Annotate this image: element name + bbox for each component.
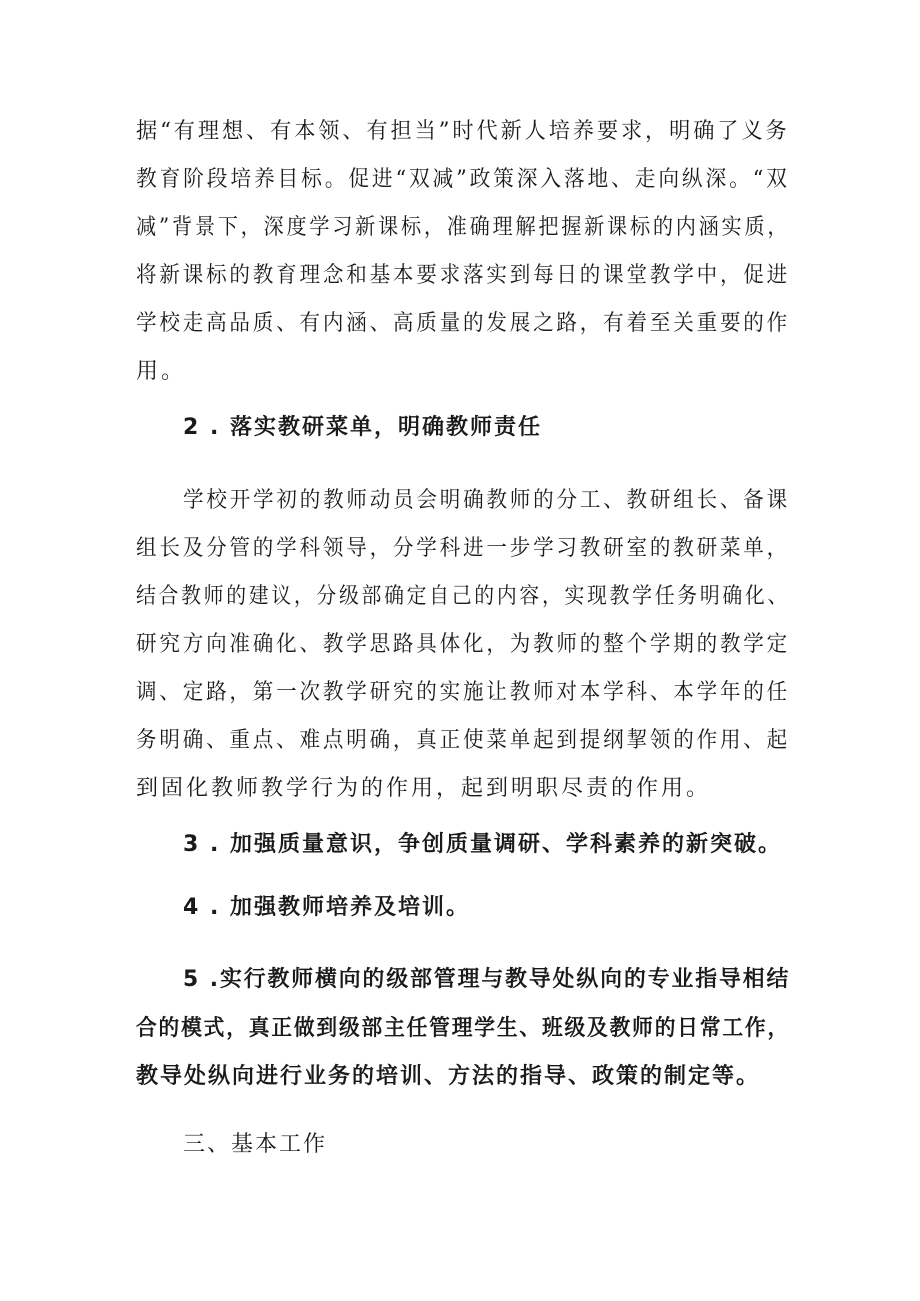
- para2-line-2: 组长及分管的学科领导，分学科进一步学习教研室的教研菜单，: [136, 536, 791, 561]
- para1-line-6: 用。: [136, 359, 187, 384]
- heading-3: 3 . 加强质量意识，争创质量调研、学科素养的新突破。: [183, 832, 782, 857]
- para1-line-3: 减”背景下，深度学习新课标，准确理解把握新课标的内涵实质，: [136, 215, 791, 240]
- para2-line-3: 结合教师的建议，分级部确定自己的内容，实现教学任务明确化、: [136, 584, 791, 609]
- item5-line-1: 5 .实行教师横向的级部管理与教导处纵向的专业指导相结: [183, 967, 791, 992]
- para2-line-5: 调、定路，第一次教学研究的实施让教师对本学科、本学年的任: [136, 680, 791, 705]
- item5-line-2: 合的模式，真正做到级部主任管理学生、班级及教师的日常工作，: [136, 1016, 791, 1041]
- para2-line-7: 到固化教师教学行为的作用，起到明职尽责的作用。: [136, 776, 712, 801]
- heading-4: 4 . 加强教师培养及培训。: [183, 895, 470, 920]
- para1-line-1: 据“有理想、有本领、有担当”时代新人培养要求，明确了义务: [136, 119, 790, 144]
- para1-line-2: 教育阶段培养目标。促进“双减”政策深入落地、走向纵深。“双: [136, 167, 790, 192]
- para2-line-1: 学校开学初的教师动员会明确教师的分工、教研组长、备课: [183, 488, 790, 513]
- para1-line-5: 学校走高品质、有内涵、高质量的发展之路，有着至关重要的作: [136, 311, 791, 336]
- heading-2: 2 . 落实教研菜单，明确教师责任: [183, 415, 542, 440]
- para2-line-6: 务明确、重点、难点明确，真正使菜单起到提纲挈领的作用、起: [136, 728, 791, 753]
- para2-line-4: 研究方向准确化、教学思路具体化，为教师的整个学期的教学定: [136, 632, 791, 657]
- section-3-heading: 三、基本工作: [183, 1132, 328, 1157]
- para1-line-4: 将新课标的教育理念和基本要求落实到每日的课堂教学中，促进: [136, 263, 791, 288]
- item5-line-3: 教导处纵向进行业务的培训、方法的指导、政策的制定等。: [136, 1064, 761, 1089]
